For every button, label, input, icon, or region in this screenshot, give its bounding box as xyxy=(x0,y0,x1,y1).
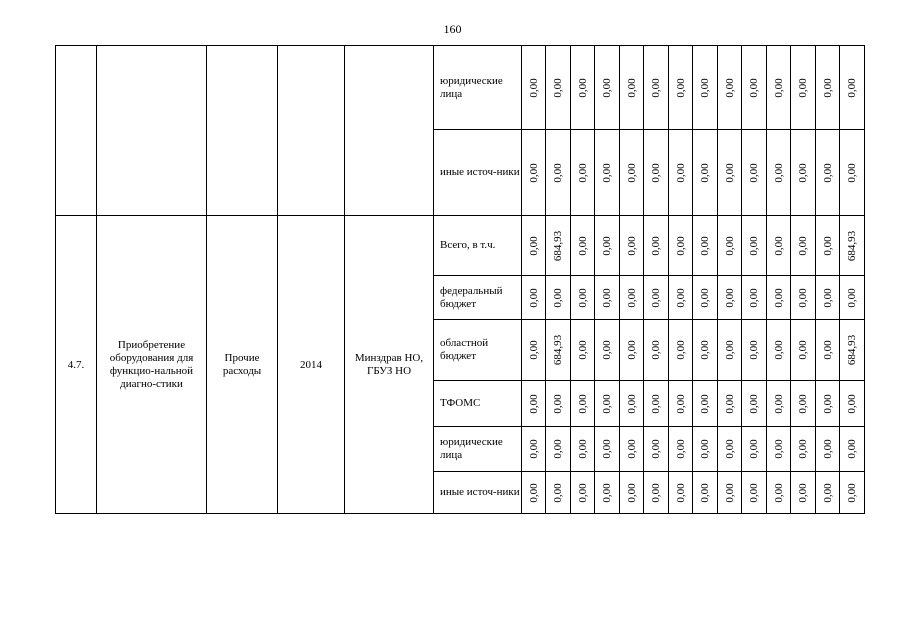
value-text: 0,00 xyxy=(674,393,687,414)
value-cell xyxy=(816,472,840,514)
value-text: 0,00 xyxy=(650,287,662,308)
value-cell xyxy=(620,46,644,130)
value-text: 0,00 xyxy=(625,340,638,360)
value-text: 0,00 xyxy=(674,77,687,98)
value-text: 0,00 xyxy=(723,287,736,308)
value-text: 0,00 xyxy=(748,287,760,308)
value-cell xyxy=(620,472,644,514)
value-cell xyxy=(840,427,865,472)
value-text: 0,00 xyxy=(650,439,662,459)
value-text: 0,00 xyxy=(527,235,540,256)
budget-table xyxy=(55,45,865,514)
value-text: 0,00 xyxy=(723,439,736,459)
value-text: 0,00 xyxy=(527,162,540,183)
value-cell xyxy=(791,276,816,320)
value-cell xyxy=(693,427,718,472)
value-text: 0,00 xyxy=(576,287,589,308)
value-text: 0,00 xyxy=(846,77,858,98)
value-cell xyxy=(546,427,571,472)
value-text: 0,00 xyxy=(601,482,613,503)
value-text: 0,00 xyxy=(576,393,589,414)
value-cell xyxy=(571,320,595,381)
value-cell xyxy=(595,381,620,427)
value-cell xyxy=(693,320,718,381)
value-text: 0,00 xyxy=(748,77,760,98)
value-text: 0,00 xyxy=(748,393,760,414)
value-text: 0,00 xyxy=(846,482,858,503)
value-cell xyxy=(644,320,669,381)
value-text: 0,00 xyxy=(821,482,834,503)
value-cell xyxy=(669,130,693,216)
value-cell xyxy=(571,46,595,130)
value-cell xyxy=(522,472,546,514)
value-cell xyxy=(620,276,644,320)
funding-source-cell: юридические лица xyxy=(434,46,522,130)
empty-merged-cell xyxy=(97,46,207,216)
value-cell xyxy=(595,46,620,130)
value-text: 0,00 xyxy=(699,482,711,503)
value-text: 0,00 xyxy=(601,162,613,183)
value-cell xyxy=(693,381,718,427)
value-text: 0,00 xyxy=(625,393,638,414)
value-cell xyxy=(644,276,669,320)
funding-source-cell: иные источ-ники xyxy=(434,130,522,216)
value-cell xyxy=(644,427,669,472)
value-cell xyxy=(767,46,791,130)
value-text: 0,00 xyxy=(699,393,711,414)
value-cell xyxy=(840,216,865,276)
value-cell xyxy=(522,320,546,381)
value-cell xyxy=(644,381,669,427)
value-text: 0,00 xyxy=(797,439,809,459)
value-text: 0,00 xyxy=(797,287,809,308)
value-cell xyxy=(546,130,571,216)
value-cell xyxy=(546,320,571,381)
value-text: 0,00 xyxy=(650,235,662,256)
value-cell xyxy=(718,427,742,472)
table-row xyxy=(56,46,865,130)
page-number: 160 xyxy=(443,22,462,36)
value-text: 0,00 xyxy=(674,287,687,308)
value-text: 0,00 xyxy=(527,439,540,459)
value-cell xyxy=(595,216,620,276)
value-cell xyxy=(595,427,620,472)
value-text: 0,00 xyxy=(576,340,589,360)
value-text: 0,00 xyxy=(772,482,785,503)
value-cell xyxy=(620,216,644,276)
value-cell xyxy=(767,320,791,381)
value-text: 0,00 xyxy=(699,162,711,183)
value-text: 0,00 xyxy=(699,235,711,256)
value-cell xyxy=(767,427,791,472)
value-cell xyxy=(718,46,742,130)
expense-type: Прочие расходы xyxy=(207,216,278,514)
value-cell xyxy=(840,46,865,130)
value-cell xyxy=(742,130,767,216)
value-text: 0,00 xyxy=(527,340,540,360)
value-cell xyxy=(742,427,767,472)
value-text: 0,00 xyxy=(797,235,809,256)
value-text: 0,00 xyxy=(772,287,785,308)
value-cell xyxy=(718,216,742,276)
value-text: 0,00 xyxy=(674,162,687,183)
value-cell xyxy=(669,427,693,472)
value-text: 0,00 xyxy=(576,162,589,183)
value-text: 0,00 xyxy=(723,162,736,183)
value-cell xyxy=(644,130,669,216)
value-text: 0,00 xyxy=(772,77,785,98)
value-text: 0,00 xyxy=(650,340,662,360)
value-cell xyxy=(644,216,669,276)
value-text: 0,00 xyxy=(625,77,638,98)
value-text: 0,00 xyxy=(748,439,760,459)
value-text: 0,00 xyxy=(748,340,760,360)
value-cell xyxy=(742,320,767,381)
value-cell xyxy=(718,276,742,320)
value-cell xyxy=(693,216,718,276)
value-text: 0,00 xyxy=(527,393,540,414)
value-cell xyxy=(620,320,644,381)
value-text: 0,00 xyxy=(576,439,589,459)
value-cell xyxy=(546,46,571,130)
value-cell xyxy=(767,216,791,276)
value-cell xyxy=(522,46,546,130)
value-cell xyxy=(767,276,791,320)
value-text: 0,00 xyxy=(797,482,809,503)
value-text: 0,00 xyxy=(821,235,834,256)
value-cell xyxy=(718,381,742,427)
value-text: 0,00 xyxy=(723,393,736,414)
value-cell xyxy=(693,46,718,130)
value-cell xyxy=(571,427,595,472)
value-text: 0,00 xyxy=(601,77,613,98)
value-cell xyxy=(571,130,595,216)
value-text: 0,00 xyxy=(601,393,613,414)
value-cell xyxy=(767,130,791,216)
value-cell xyxy=(742,381,767,427)
item-number: 4.7. xyxy=(56,216,97,514)
value-cell xyxy=(669,381,693,427)
value-text: 0,00 xyxy=(674,439,687,459)
value-text: 0,00 xyxy=(748,482,760,503)
value-cell xyxy=(522,216,546,276)
value-text: 0,00 xyxy=(821,162,834,183)
value-cell xyxy=(571,216,595,276)
value-text: 0,00 xyxy=(674,235,687,256)
value-text: 0,00 xyxy=(527,77,540,98)
value-cell xyxy=(595,472,620,514)
value-cell xyxy=(791,46,816,130)
value-cell xyxy=(546,276,571,320)
funding-source-cell: Всего, в т.ч. xyxy=(434,216,522,276)
funding-source-cell: ТФОМС xyxy=(434,381,522,427)
value-text: 0,00 xyxy=(699,287,711,308)
value-cell xyxy=(816,427,840,472)
value-cell xyxy=(840,320,865,381)
value-text: 0,00 xyxy=(772,340,785,360)
funding-source-cell: юридические лица xyxy=(434,427,522,472)
value-text: 0,00 xyxy=(674,482,687,503)
value-text: 0,00 xyxy=(552,439,564,459)
value-cell xyxy=(767,381,791,427)
value-cell xyxy=(522,130,546,216)
value-text: 0,00 xyxy=(723,482,736,503)
value-text: 0,00 xyxy=(772,235,785,256)
value-cell xyxy=(840,381,865,427)
value-text: 0,00 xyxy=(576,77,589,98)
value-text: 0,00 xyxy=(699,340,711,360)
value-text: 0,00 xyxy=(821,340,834,360)
value-text: 0,00 xyxy=(527,287,540,308)
value-text: 0,00 xyxy=(723,77,736,98)
value-cell xyxy=(816,130,840,216)
value-cell xyxy=(693,472,718,514)
value-cell xyxy=(742,472,767,514)
item-name: Приобретение оборудования для функцио-нальной диагно-стики xyxy=(97,216,207,514)
value-cell xyxy=(718,320,742,381)
value-cell xyxy=(546,216,571,276)
value-text: 0,00 xyxy=(601,235,613,256)
value-cell xyxy=(816,381,840,427)
value-text: 0,00 xyxy=(772,393,785,414)
value-cell xyxy=(840,276,865,320)
value-cell xyxy=(840,472,865,514)
value-cell xyxy=(816,320,840,381)
value-text: 0,00 xyxy=(601,287,613,308)
value-text: 0,00 xyxy=(797,77,809,98)
value-text: 0,00 xyxy=(846,439,858,459)
value-text: 0,00 xyxy=(552,482,564,503)
empty-merged-cell xyxy=(56,46,97,216)
value-cell xyxy=(791,472,816,514)
value-cell xyxy=(644,46,669,130)
empty-merged-cell xyxy=(207,46,278,216)
value-cell xyxy=(595,276,620,320)
value-cell xyxy=(791,130,816,216)
value-text: 0,00 xyxy=(772,439,785,459)
executor: Минздрав НО, ГБУЗ НО xyxy=(345,216,434,514)
value-text: 0,00 xyxy=(527,482,540,503)
value-cell xyxy=(595,130,620,216)
value-cell xyxy=(767,472,791,514)
value-text: 0,00 xyxy=(797,340,809,360)
value-cell xyxy=(669,216,693,276)
value-text: 0,00 xyxy=(650,482,662,503)
value-text: 0,00 xyxy=(797,393,809,414)
value-text: 0,00 xyxy=(748,235,760,256)
value-text: 0,00 xyxy=(723,340,736,360)
value-text: 0,00 xyxy=(846,287,858,308)
value-text: 0,00 xyxy=(625,482,638,503)
value-cell xyxy=(571,472,595,514)
value-cell xyxy=(546,472,571,514)
value-cell xyxy=(693,130,718,216)
value-cell xyxy=(742,46,767,130)
value-text: 0,00 xyxy=(723,235,736,256)
value-cell xyxy=(522,427,546,472)
value-text: 0,00 xyxy=(821,393,834,414)
value-cell xyxy=(595,320,620,381)
value-cell xyxy=(840,130,865,216)
value-cell xyxy=(816,46,840,130)
value-text: 0,00 xyxy=(821,439,834,459)
value-text: 0,00 xyxy=(650,77,662,98)
value-cell xyxy=(791,216,816,276)
value-text: 0,00 xyxy=(625,439,638,459)
value-cell xyxy=(571,381,595,427)
value-text: 0,00 xyxy=(748,162,760,183)
funding-source-cell: областной бюджет xyxy=(434,320,522,381)
value-cell xyxy=(816,216,840,276)
value-text: 0,00 xyxy=(625,287,638,308)
value-cell xyxy=(742,216,767,276)
value-text: 0,00 xyxy=(821,77,834,98)
table-row xyxy=(56,216,865,276)
value-text: 0,00 xyxy=(552,162,564,183)
value-text: 0,00 xyxy=(576,235,589,256)
value-cell xyxy=(522,381,546,427)
value-cell xyxy=(620,427,644,472)
value-text: 0,00 xyxy=(772,162,785,183)
value-cell xyxy=(816,276,840,320)
value-cell xyxy=(620,381,644,427)
value-text: 0,00 xyxy=(576,482,589,503)
value-text: 0,00 xyxy=(846,393,858,414)
value-text: 0,00 xyxy=(674,340,687,360)
value-cell xyxy=(620,130,644,216)
value-text: 684,93 xyxy=(552,230,564,261)
value-text: 0,00 xyxy=(552,287,564,308)
value-cell xyxy=(791,381,816,427)
value-cell xyxy=(791,427,816,472)
value-text: 0,00 xyxy=(552,77,564,98)
value-text: 0,00 xyxy=(821,287,834,308)
value-text: 684,93 xyxy=(552,334,564,366)
funding-source-cell: иные источ-ники xyxy=(434,472,522,514)
empty-merged-cell xyxy=(278,46,345,216)
value-cell xyxy=(546,381,571,427)
value-text: 684,93 xyxy=(846,230,858,261)
value-text: 0,00 xyxy=(650,393,662,414)
value-cell xyxy=(669,472,693,514)
value-cell xyxy=(669,276,693,320)
value-cell xyxy=(669,320,693,381)
item-year: 2014 xyxy=(278,216,345,514)
value-cell xyxy=(791,320,816,381)
value-text: 0,00 xyxy=(601,340,613,360)
value-text: 0,00 xyxy=(601,439,613,459)
value-text: 0,00 xyxy=(797,162,809,183)
value-text: 0,00 xyxy=(699,439,711,459)
empty-merged-cell xyxy=(345,46,434,216)
value-cell xyxy=(718,472,742,514)
value-text: 0,00 xyxy=(625,235,638,256)
value-cell xyxy=(669,46,693,130)
value-text: 684,93 xyxy=(846,334,858,366)
value-cell xyxy=(571,276,595,320)
value-text: 0,00 xyxy=(650,162,662,183)
value-text: 0,00 xyxy=(699,77,711,98)
value-cell xyxy=(693,276,718,320)
value-text: 0,00 xyxy=(846,162,858,183)
value-text: 0,00 xyxy=(625,162,638,183)
value-cell xyxy=(742,276,767,320)
value-cell xyxy=(522,276,546,320)
funding-source-cell: федеральный бюджет xyxy=(434,276,522,320)
value-cell xyxy=(718,130,742,216)
value-cell xyxy=(644,472,669,514)
value-text: 0,00 xyxy=(552,393,564,414)
